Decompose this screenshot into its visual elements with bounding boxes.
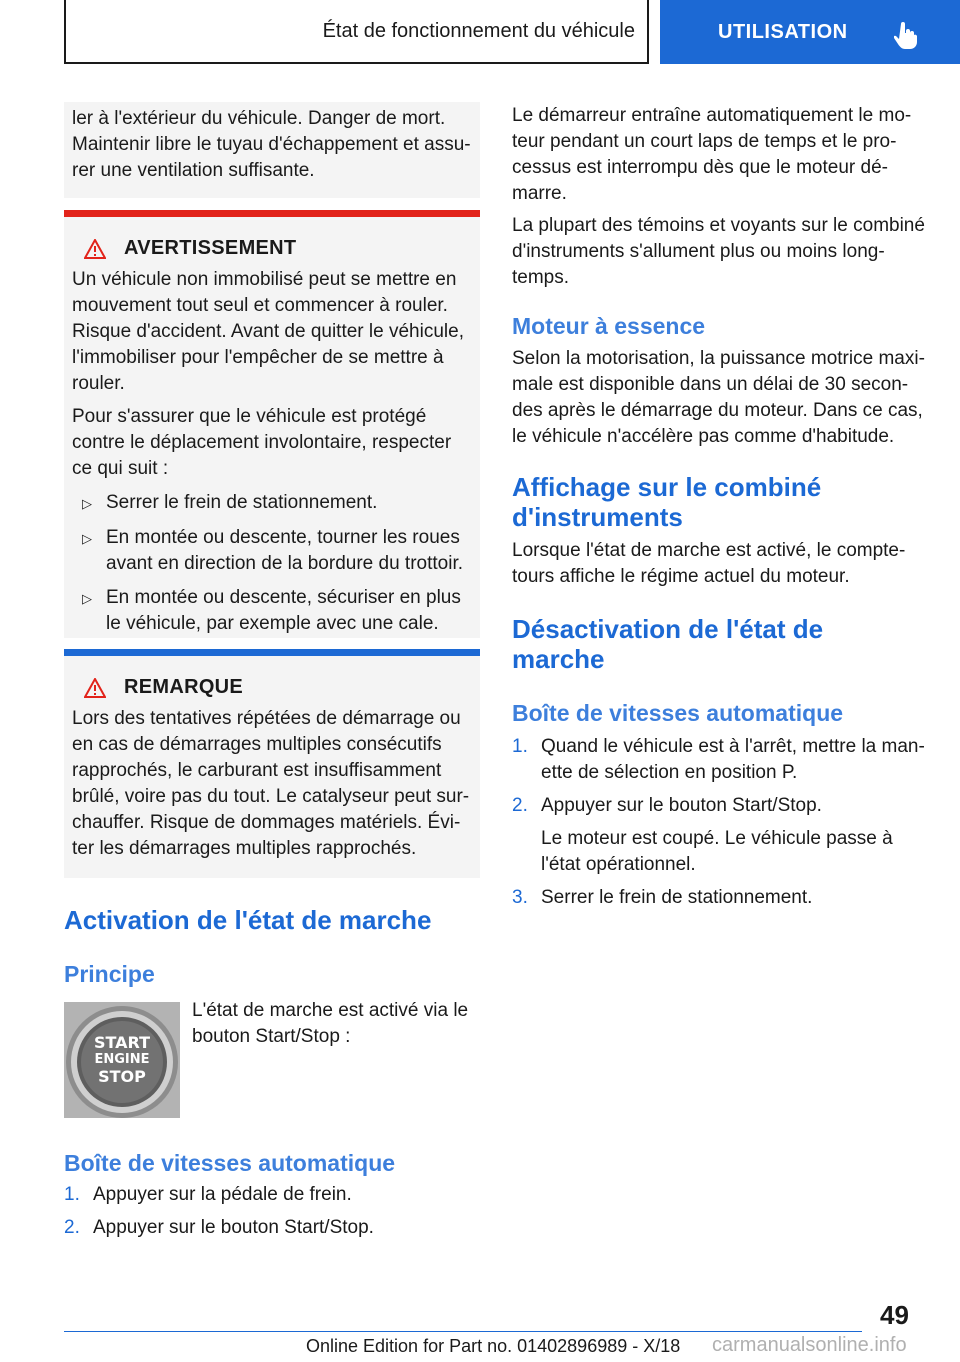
list-item: [64, 1215, 480, 1241]
principe-text: [192, 998, 482, 1050]
danger-line-2: Maintenir libre le tuyau d'échappement et assu-: [72, 134, 471, 155]
warning-para1-line-5: rouler.: [72, 373, 125, 394]
remark-title-row: [72, 676, 472, 699]
bullet-text: En montée ou descente, tourner les roues: [106, 527, 460, 548]
desactivation-heading: [512, 614, 932, 674]
step-number: 2.: [64, 1217, 80, 1238]
remark-box: [64, 656, 480, 878]
auto-gearbox-heading-right: Boîte de vitesses automatique: [512, 700, 844, 726]
list-item: [512, 734, 932, 786]
remark-line-3: rapprochés, le carburant est insuffisamment: [72, 760, 442, 781]
starter-line-2: teur pendant un court laps de temps et le pro-: [512, 131, 897, 152]
remark-line-1: Lors des tentatives répétées de démarrage ou: [72, 708, 461, 729]
step-subtext: l'état opérationnel.: [541, 854, 696, 875]
essence-heading: Moteur à essence: [512, 313, 706, 339]
warning-para2-line-2: contre le déplacement involontaire, respecter: [72, 432, 452, 453]
page-number: 49: [880, 1300, 909, 1330]
affichage-paragraph: [512, 538, 932, 590]
step-number: 2.: [512, 795, 528, 816]
step-number: 3.: [512, 887, 528, 908]
bullet-marker: ▷: [82, 591, 92, 606]
list-item: [72, 585, 472, 637]
warning-para1-line-1: Un véhicule non immobilisé peut se mettre en: [72, 269, 457, 290]
step-text: Appuyer sur le bouton Start/Stop.: [541, 795, 822, 816]
step-text: ette de sélection en position P.: [541, 762, 798, 783]
step-number: 1.: [64, 1184, 80, 1205]
bullet-text: En montée ou descente, sécuriser en plus: [106, 587, 461, 608]
list-item: [72, 490, 472, 517]
lights-line-3: temps.: [512, 267, 570, 288]
step-text: Appuyer sur le bouton Start/Stop.: [93, 1217, 374, 1238]
remark-line-6: ter les démarrages multiples rapprochés.: [72, 838, 417, 859]
desactivation-heading-line-1: Désactivation de l'état de: [512, 614, 824, 644]
starter-line-1: Le démarreur entraîne automatiquement le mo-: [512, 105, 912, 126]
bullet-marker: ▷: [82, 496, 92, 511]
footer-rule: [64, 1331, 862, 1332]
warning-triangle-icon: [84, 678, 106, 698]
step-text: Appuyer sur la pédale de frein.: [93, 1184, 352, 1205]
principe-line-2: bouton Start/Stop :: [192, 1026, 351, 1047]
bullet-text: avant en direction de la bordure du trottoir.: [106, 553, 464, 574]
activation-steps: [64, 1182, 480, 1241]
affichage-heading-line-1: Affichage sur le combiné: [512, 472, 822, 502]
footer-watermark: carmanualsonline.info: [712, 1334, 907, 1356]
starter-paragraph: [512, 103, 932, 291]
lights-line-2: d'instruments s'allument plus ou moins long-: [512, 241, 885, 262]
affichage-line-2: tours affiche le régime actuel du moteur.: [512, 566, 850, 587]
warning-box: [64, 217, 480, 638]
bullet-text: le véhicule, par exemple avec une cale.: [106, 613, 439, 634]
bullet-marker: ▷: [82, 531, 92, 546]
principe-heading: Principe: [64, 961, 155, 987]
warning-rule: [64, 210, 480, 217]
warning-triangle-icon: [84, 239, 106, 259]
desactivation-heading-line-2: marche: [512, 644, 605, 674]
remark-line-4: brûlé, voire pas du tout. Le catalyseur peut sur-: [72, 786, 470, 807]
remark-line-5: chauffer. Risque de dommages matériels. Évi-: [72, 812, 461, 833]
affichage-heading-line-2: d'instruments: [512, 502, 683, 532]
affichage-heading: [512, 472, 932, 532]
starter-line-3: cessus est interrompu dès que le moteur dé-: [512, 157, 888, 178]
affichage-line-1: Lorsque l'état de marche est activé, le compte-: [512, 540, 906, 561]
start-stop-button-image: [64, 1002, 180, 1118]
header-section-title: État de fonctionnement du véhicule: [322, 19, 635, 42]
list-item: [512, 885, 932, 911]
footer-edition: Online Edition for Part no. 01402896989 - X/18: [306, 1336, 681, 1356]
danger-line-1: ler à l'extérieur du véhicule. Danger de mort.: [72, 108, 446, 129]
lights-line-1: La plupart des témoins et voyants sur le combiné: [512, 215, 925, 236]
warning-para1-line-4: l'immobiliser pour l'empêcher de se mettre à: [72, 347, 444, 368]
warning-para2-line-1: Pour s'assurer que le véhicule est protégé: [72, 406, 427, 427]
essence-line-3: des après le démarrage du moteur. Dans ce cas,: [512, 400, 923, 421]
bullet-text: Serrer le frein de stationnement.: [106, 492, 378, 513]
step-subtext: Le moteur est coupé. Le véhicule passe à: [541, 828, 893, 849]
remark-rule: [64, 649, 480, 656]
remark-line-2: en cas de démarrages multiples consécutifs: [72, 734, 442, 755]
essence-paragraph: [512, 346, 932, 450]
activation-heading: Activation de l'état de marche: [64, 905, 432, 935]
warning-title-row: [72, 237, 472, 260]
header-section-title-box: [64, 0, 649, 64]
warning-para2-line-3: ce qui suit :: [72, 458, 169, 479]
auto-gearbox-heading-left: Boîte de vitesses automatique: [64, 1150, 396, 1176]
button-label-stop: STOP: [98, 1067, 146, 1086]
starter-line-4: marre.: [512, 183, 567, 204]
essence-line-2: male est disponible dans un délai de 30 secon-: [512, 374, 909, 395]
warning-para1-line-2: mouvement tout seul et commencer à rouler.: [72, 295, 448, 316]
list-item: [64, 1182, 480, 1208]
warning-title: AVERTISSEMENT: [124, 237, 297, 259]
header-chapter-tab[interactable]: [660, 0, 960, 64]
principe-line-1: L'état de marche est activé via le: [192, 1000, 469, 1021]
list-item: [72, 525, 472, 577]
warning-para1-line-3: Risque d'accident. Avant de quitter le véhicule,: [72, 321, 464, 342]
step-text: Quand le véhicule est à l'arrêt, mettre la man-: [541, 736, 925, 757]
list-item: [512, 793, 932, 878]
header-chapter-label: UTILISATION: [718, 20, 848, 43]
button-label-start: START: [93, 1033, 151, 1052]
button-label-engine: ENGINE: [94, 1052, 150, 1067]
desactivation-steps: [512, 734, 932, 911]
danger-line-3: rer une ventilation suffisante.: [72, 160, 315, 181]
pointing-hand-icon: [894, 22, 918, 50]
remark-title: REMARQUE: [124, 676, 244, 698]
step-number: 1.: [512, 736, 528, 757]
step-text: Serrer le frein de stationnement.: [541, 887, 813, 908]
essence-line-1: Selon la motorisation, la puissance motrice maxi-: [512, 348, 925, 369]
danger-continued-box: [64, 102, 480, 198]
essence-line-4: le véhicule n'accélère pas comme d'habitude.: [512, 426, 895, 447]
